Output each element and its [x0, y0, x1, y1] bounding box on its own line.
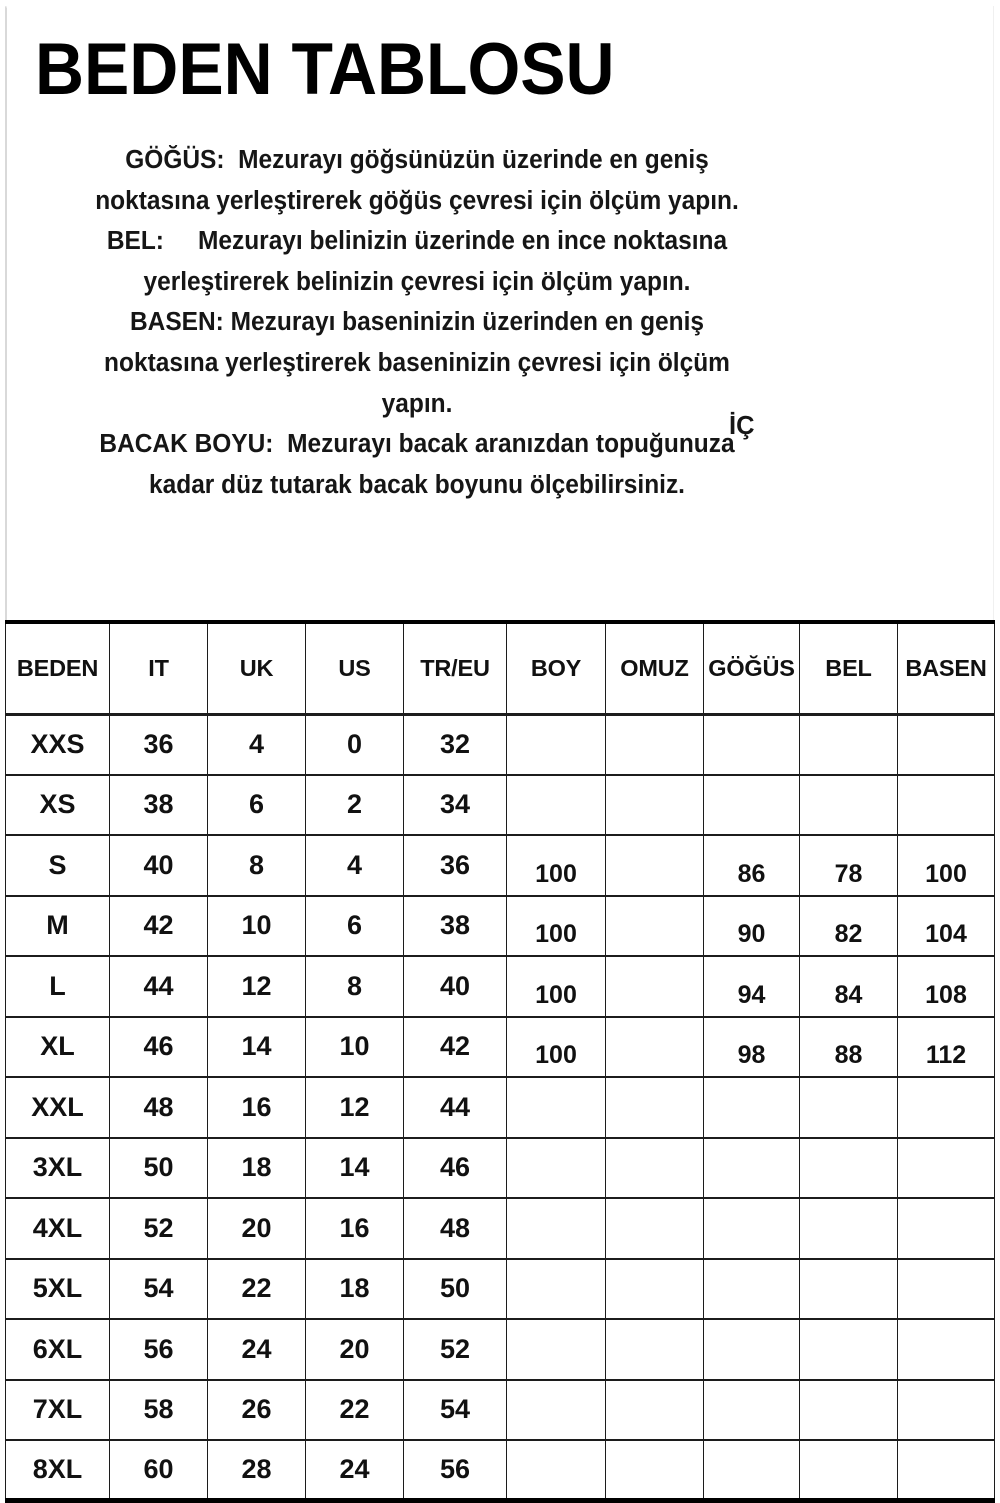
cell-boy: 100 [507, 1017, 606, 1078]
cell-gogus [704, 1319, 800, 1380]
cell-basen: 112 [898, 1017, 995, 1078]
cell-basen [898, 714, 995, 775]
cell-boy: 100 [507, 896, 606, 957]
cell-beden: XXS [6, 714, 110, 775]
cell-beden: 3XL [6, 1138, 110, 1199]
cell-it: 50 [110, 1138, 208, 1199]
column-header-treu: TR/EU [404, 622, 507, 714]
cell-beden: XL [6, 1017, 110, 1078]
cell-treu: 34 [404, 775, 507, 836]
cell-it: 36 [110, 714, 208, 775]
cell-gogus [704, 1259, 800, 1320]
cell-bel [800, 1380, 898, 1441]
table-row [6, 956, 995, 1017]
cell-bel: 84 [800, 956, 898, 1017]
cell-uk: 12 [208, 956, 306, 1017]
instruction-line: BACAK BOYU: Mezurayı bacak aranızdan topuğunuza [99, 430, 735, 459]
cell-beden: M [6, 896, 110, 957]
cell-it: 38 [110, 775, 208, 836]
page-title: BEDEN TABLOSU [35, 29, 615, 110]
cell-omuz [606, 1077, 704, 1138]
column-header-omuz: OMUZ [606, 622, 704, 714]
cell-it: 52 [110, 1198, 208, 1259]
cell-beden: 4XL [6, 1198, 110, 1259]
cell-it: 40 [110, 835, 208, 896]
instruction-line: BASEN: Mezurayı baseninizin üzerinden en geniş [129, 308, 705, 337]
table-row [6, 1017, 995, 1078]
cell-gogus [704, 775, 800, 836]
cell-beden: XS [6, 775, 110, 836]
cell-it: 44 [110, 956, 208, 1017]
table-header-row [6, 622, 995, 714]
cell-bel [800, 1077, 898, 1138]
cell-it: 56 [110, 1319, 208, 1380]
cell-it: 60 [110, 1440, 208, 1501]
cell-basen: 104 [898, 896, 995, 957]
cell-bel [800, 1198, 898, 1259]
cell-gogus [704, 1198, 800, 1259]
cell-us: 24 [306, 1440, 404, 1501]
cell-bel: 82 [800, 896, 898, 957]
column-header-bel: BEL [800, 622, 898, 714]
cell-bel [800, 1259, 898, 1320]
table-row [6, 775, 995, 836]
cell-beden: L [6, 956, 110, 1017]
cell-basen [898, 1077, 995, 1138]
cell-us: 20 [306, 1319, 404, 1380]
instruction-line: noktasına yerleştirerek göğüs çevresi için ölçüm yapın. [95, 186, 739, 215]
cell-omuz [606, 956, 704, 1017]
cell-it: 58 [110, 1380, 208, 1441]
cell-boy [507, 714, 606, 775]
cell-uk: 8 [208, 835, 306, 896]
instruction-line: GÖĞÜS: Mezurayı göğsünüzün üzerinde en geniş [125, 146, 709, 174]
table-row [6, 1077, 995, 1138]
cell-us: 8 [306, 956, 404, 1017]
cell-bel: 78 [800, 835, 898, 896]
table-row [6, 896, 995, 957]
instruction-line: BEL: Mezurayı belinizin üzerinde en ince noktasına [106, 227, 728, 256]
cell-bel [800, 1138, 898, 1199]
cell-basen: 100 [898, 835, 995, 896]
cell-boy [507, 775, 606, 836]
table-body [6, 714, 995, 1501]
cell-it: 54 [110, 1259, 208, 1320]
cell-boy [507, 1077, 606, 1138]
table-row [6, 1440, 995, 1501]
cell-treu: 36 [404, 835, 507, 896]
cell-treu: 50 [404, 1259, 507, 1320]
cell-omuz [606, 1017, 704, 1078]
instructions-panel [7, 6, 993, 620]
cell-bel [800, 714, 898, 775]
table-row [6, 1138, 995, 1199]
cell-us: 22 [306, 1380, 404, 1441]
cell-basen [898, 1198, 995, 1259]
cell-gogus: 98 [704, 1017, 800, 1078]
cell-us: 0 [306, 714, 404, 775]
cell-treu: 44 [404, 1077, 507, 1138]
cell-beden: XXL [6, 1077, 110, 1138]
cell-omuz [606, 1198, 704, 1259]
table-row [6, 714, 995, 775]
cell-boy [507, 1440, 606, 1501]
cell-beden: S [6, 835, 110, 896]
table-row [6, 1319, 995, 1380]
cell-boy: 100 [507, 956, 606, 1017]
table-row [6, 1259, 995, 1320]
cell-basen [898, 1440, 995, 1501]
cell-boy [507, 1380, 606, 1441]
cell-treu: 46 [404, 1138, 507, 1199]
column-header-basen: BASEN [898, 622, 995, 714]
cell-omuz [606, 1380, 704, 1441]
table-row [6, 835, 995, 896]
cell-bel: 88 [800, 1017, 898, 1078]
column-header-gogus: GÖĞÜS [704, 622, 800, 714]
cell-uk: 20 [208, 1198, 306, 1259]
cell-beden: 8XL [6, 1440, 110, 1501]
instruction-line: yapın. [381, 389, 453, 418]
cell-uk: 16 [208, 1077, 306, 1138]
cell-it: 46 [110, 1017, 208, 1078]
column-header-boy: BOY [507, 622, 606, 714]
cell-basen [898, 1138, 995, 1199]
cell-gogus [704, 1138, 800, 1199]
cell-bel [800, 1440, 898, 1501]
cell-gogus: 94 [704, 956, 800, 1017]
cell-basen: 108 [898, 956, 995, 1017]
measurement-instructions [17, 140, 817, 505]
cell-treu: 52 [404, 1319, 507, 1380]
cell-omuz [606, 1319, 704, 1380]
cell-bel [800, 775, 898, 836]
cell-beden: 6XL [6, 1319, 110, 1380]
cell-treu: 48 [404, 1198, 507, 1259]
instruction-line: noktasına yerleştirerek baseninizin çevresi için ölçüm [104, 348, 730, 377]
cell-omuz [606, 775, 704, 836]
cell-bel [800, 1319, 898, 1380]
cell-boy [507, 1198, 606, 1259]
cell-treu: 32 [404, 714, 507, 775]
cell-omuz [606, 714, 704, 775]
cell-gogus: 86 [704, 835, 800, 896]
cell-it: 42 [110, 896, 208, 957]
cell-uk: 18 [208, 1138, 306, 1199]
cell-us: 6 [306, 896, 404, 957]
cell-uk: 10 [208, 896, 306, 957]
cell-it: 48 [110, 1077, 208, 1138]
cell-us: 16 [306, 1198, 404, 1259]
column-header-uk: UK [208, 622, 306, 714]
cell-treu: 54 [404, 1380, 507, 1441]
table-row [6, 1380, 995, 1441]
column-header-us: US [306, 622, 404, 714]
cell-beden: 7XL [6, 1380, 110, 1441]
cell-us: 2 [306, 775, 404, 836]
column-header-beden: BEDEN [6, 622, 110, 714]
cell-basen [898, 1259, 995, 1320]
size-table [5, 620, 995, 1503]
cell-treu: 40 [404, 956, 507, 1017]
cell-us: 4 [306, 835, 404, 896]
cell-boy: 100 [507, 835, 606, 896]
cell-gogus [704, 1077, 800, 1138]
cell-gogus [704, 714, 800, 775]
cell-omuz [606, 835, 704, 896]
cell-omuz [606, 1138, 704, 1199]
cell-omuz [606, 896, 704, 957]
cell-omuz [606, 1440, 704, 1501]
table-header [6, 622, 995, 714]
cell-gogus: 90 [704, 896, 800, 957]
column-header-it: IT [110, 622, 208, 714]
cell-uk: 26 [208, 1380, 306, 1441]
cell-boy [507, 1259, 606, 1320]
cell-uk: 6 [208, 775, 306, 836]
cell-omuz [606, 1259, 704, 1320]
cell-us: 10 [306, 1017, 404, 1078]
cell-uk: 4 [208, 714, 306, 775]
cell-uk: 22 [208, 1259, 306, 1320]
instruction-line: yerleştirerek belinizin çevresi için ölçüm yapın. [143, 267, 691, 296]
cell-us: 14 [306, 1138, 404, 1199]
cell-basen [898, 1319, 995, 1380]
cell-boy [507, 1138, 606, 1199]
cell-uk: 24 [208, 1319, 306, 1380]
cell-uk: 28 [208, 1440, 306, 1501]
cell-gogus [704, 1380, 800, 1441]
cell-uk: 14 [208, 1017, 306, 1078]
cell-basen [898, 1380, 995, 1441]
cell-basen [898, 775, 995, 836]
cell-treu: 38 [404, 896, 507, 957]
instruction-line: kadar düz tutarak bacak boyunu ölçebilirsiniz. [149, 470, 685, 499]
cell-treu: 42 [404, 1017, 507, 1078]
cell-us: 12 [306, 1077, 404, 1138]
cell-treu: 56 [404, 1440, 507, 1501]
cell-us: 18 [306, 1259, 404, 1320]
cell-boy [507, 1319, 606, 1380]
cell-beden: 5XL [6, 1259, 110, 1320]
table-row [6, 1198, 995, 1259]
cell-gogus [704, 1440, 800, 1501]
inner-leg-label: İÇ [729, 412, 755, 440]
